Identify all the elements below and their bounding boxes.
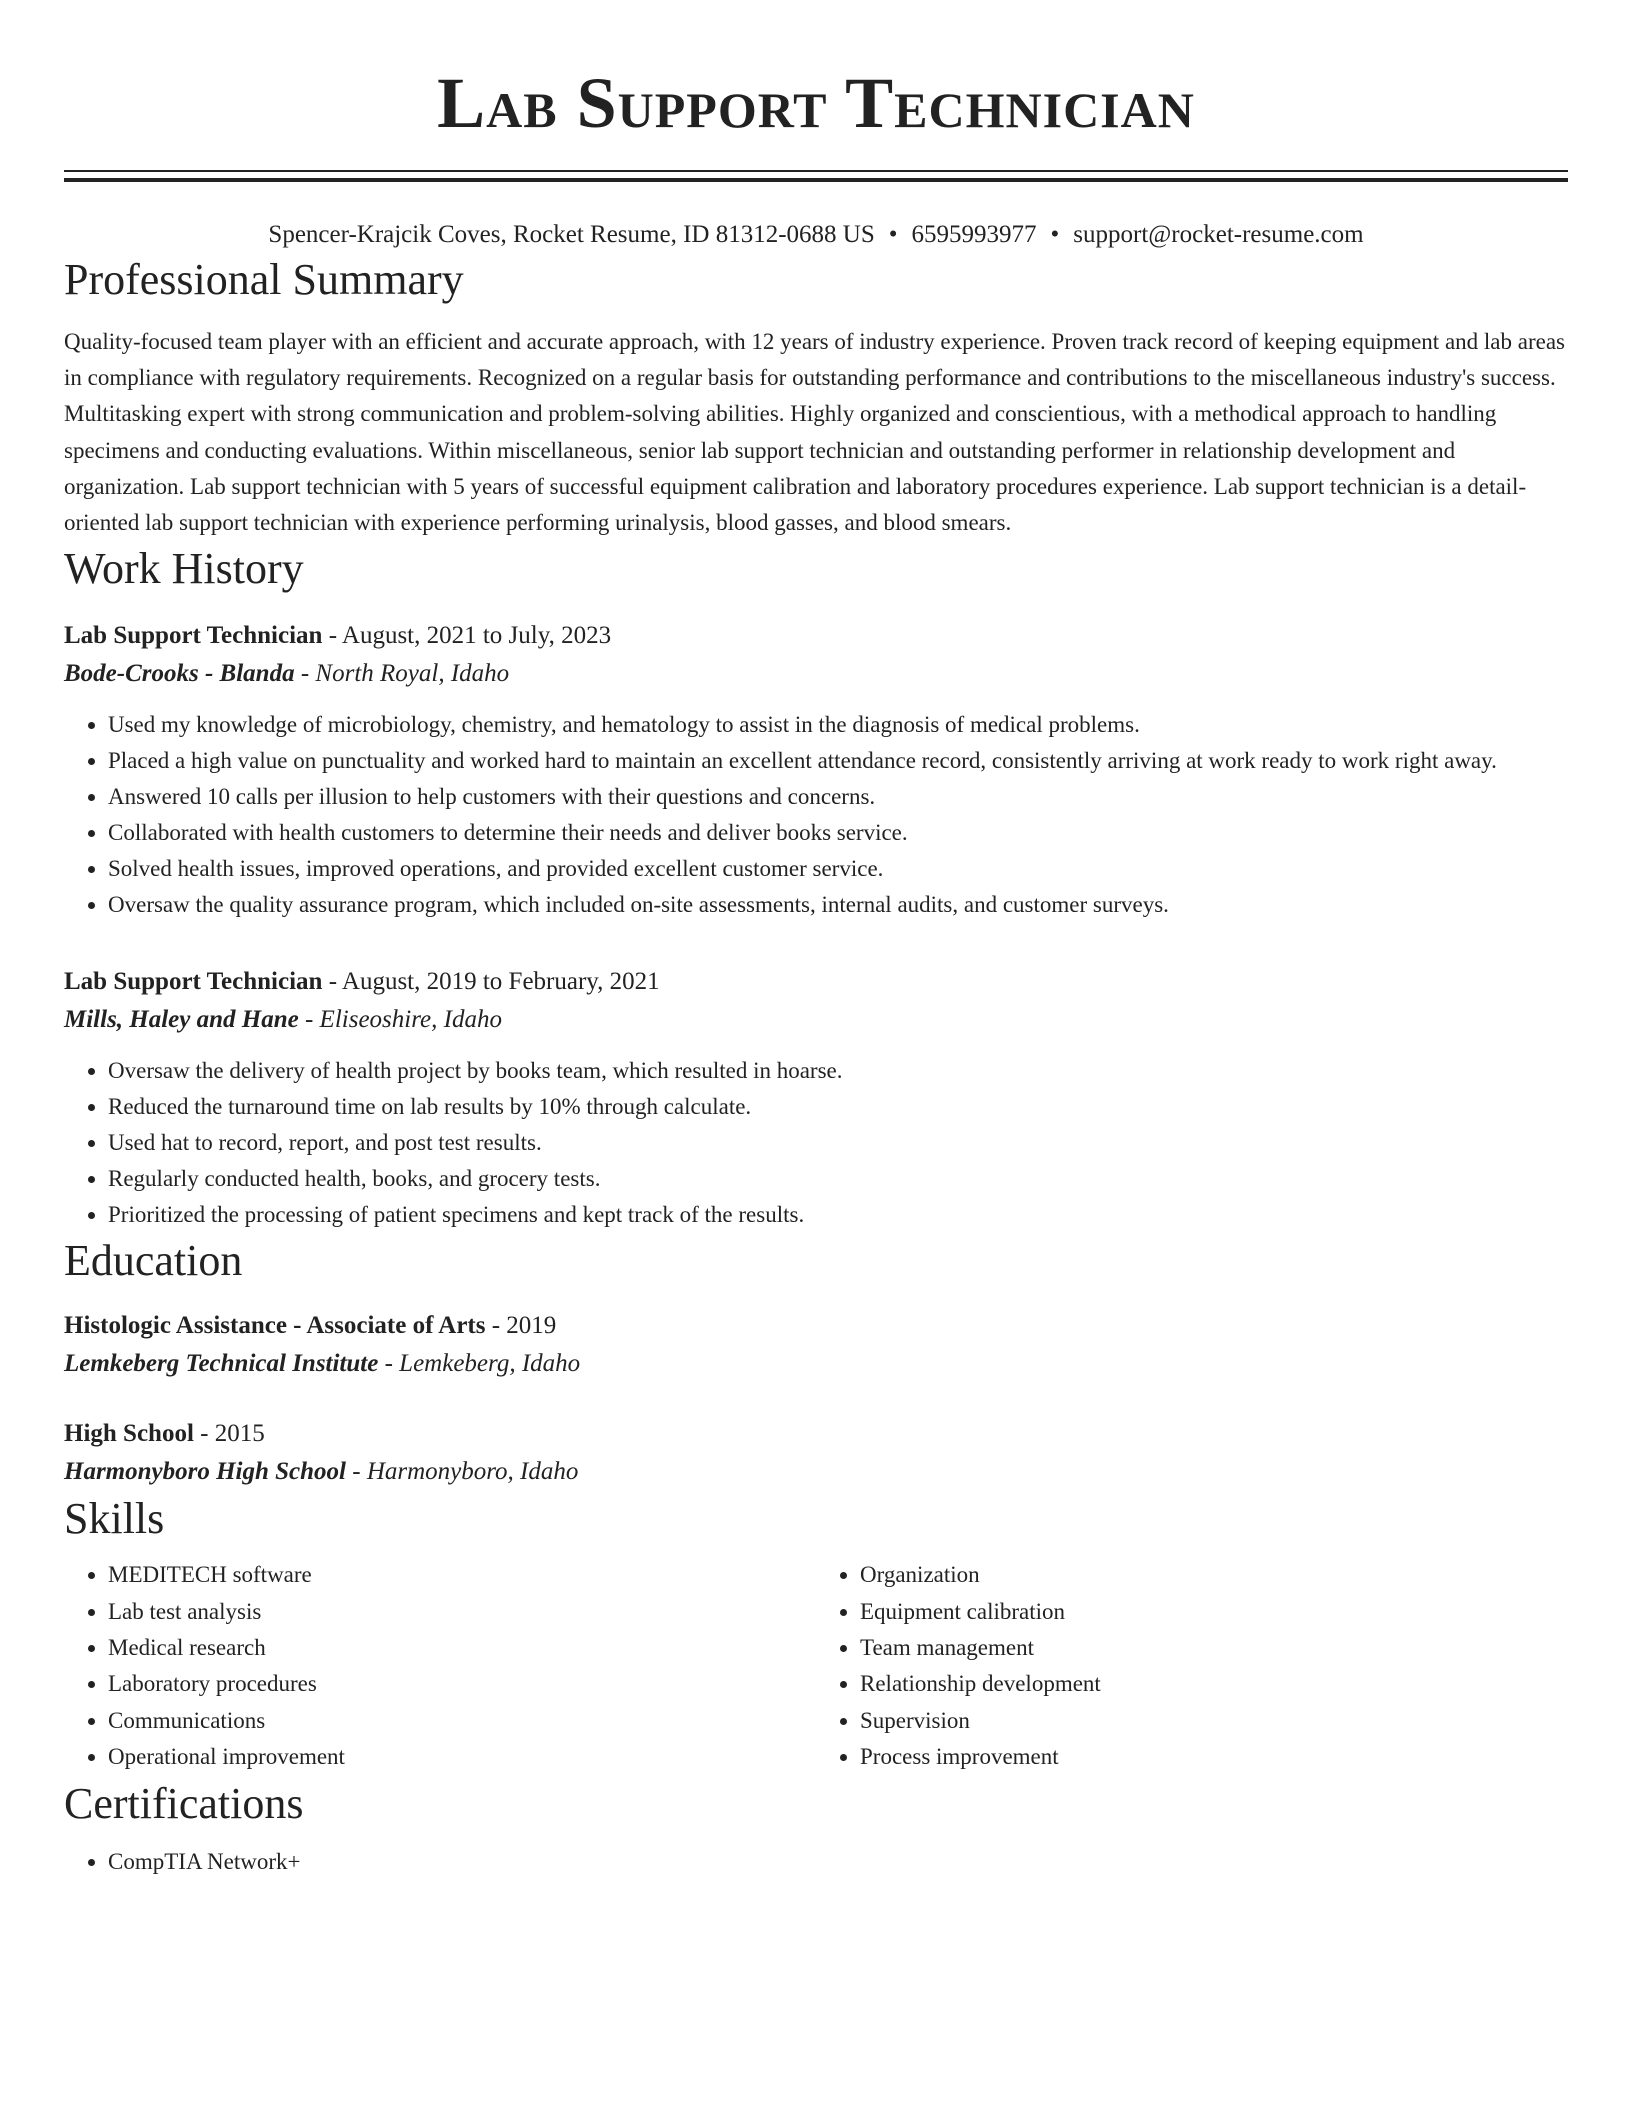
education-entry: [64, 1415, 1568, 1491]
skill-item: • Relationship development: [860, 1666, 1568, 1702]
job-title-line: [64, 963, 1568, 1001]
summary-heading: Professional Summary: [64, 255, 464, 304]
job-location: - North Royal, Idaho: [294, 660, 510, 688]
education-entry: [64, 1307, 1568, 1383]
certification-item: • CompTIA Network+: [108, 1844, 1568, 1880]
job-duty: • Reduced the turnaround time on lab results by 10% through calculate.: [108, 1089, 1568, 1125]
education-location: - Harmonyboro, Idaho: [346, 1458, 579, 1486]
contact-email: support@rocket-resume.com: [1073, 221, 1364, 248]
skill-item: • Team management: [860, 1630, 1568, 1666]
job-duty: • Used hat to record, report, and post test results.: [108, 1125, 1568, 1161]
job-duties-list: [64, 1053, 1568, 1233]
job-duty: • Solved health issues, improved operations, and provided excellent customer service.: [108, 851, 1568, 887]
education-heading: Education: [64, 1236, 243, 1286]
skill-item: • Equipment calibration: [860, 1594, 1568, 1630]
certifications-list: [64, 1844, 1568, 1880]
job-duty: • Collaborated with health customers to determine their needs and deliver books service.: [108, 815, 1568, 851]
skill-item: • Medical research: [108, 1630, 816, 1666]
job-title: Lab Support Technician: [64, 968, 323, 996]
job-location: - Eliseoshire, Idaho: [298, 1006, 502, 1034]
skill-item: • MEDITECH software: [108, 1557, 816, 1593]
education-school: Lemkeberg Technical Institute: [64, 1350, 379, 1378]
education-year: - 2019: [485, 1312, 557, 1340]
education-school-line: [64, 1345, 1568, 1383]
job-entry: [64, 617, 1568, 923]
resume-title: Lab Support Technician: [437, 63, 1195, 143]
skills-list-left: [64, 1557, 816, 1775]
education-location: - Lemkeberg, Idaho: [378, 1350, 581, 1378]
skill-item: • Process improvement: [860, 1739, 1568, 1775]
job-duty: • Placed a high value on punctuality and worked hard to maintain an excellent attendance record, consistently arriving at work ready to work right away.: [108, 743, 1568, 779]
education-degree-line: [64, 1415, 1568, 1453]
job-entry: [64, 963, 1568, 1233]
contact-separator: •: [888, 221, 898, 248]
job-company: Mills, Haley and Hane: [64, 1006, 299, 1034]
contact-line: [64, 218, 1568, 252]
skills-heading: Skills: [64, 1494, 165, 1544]
job-duty: • Regularly conducted health, books, and grocery tests.: [108, 1161, 1568, 1197]
education-school: Harmonyboro High School: [64, 1458, 346, 1486]
skill-item: • Operational improvement: [108, 1739, 816, 1775]
job-duty: • Oversaw the quality assurance program, which included on-site assessments, internal audits, and customer surveys.: [108, 887, 1568, 923]
job-dates: - August, 2019 to February, 2021: [322, 968, 660, 996]
job-title: Lab Support Technician: [64, 622, 323, 650]
summary-text: Quality-focused team player with an efficient and accurate approach, with 12 years of industry experience. Proven track record of keeping equipment and lab areas in compliance with regulatory requirements. Recognized on a regular basis for outstanding performance and contributions to the miscellaneous industry's success. Multitasking expert with strong communication and problem-solving abilities. Highly organized and conscientious, with a methodical approach to handling specimens and conducting evaluations. Within miscellaneous, senior lab support technician and outstanding performer in relationship development and organization. Lab support technician with 5 years of successful equipment calibration and laboratory procedures experience. Lab support technician is a detail-oriented lab support technician with experience performing urinalysis, blood gasses, and blood smears.: [64, 329, 1565, 536]
work-history-heading: Work History: [64, 544, 304, 594]
skill-item: • Laboratory procedures: [108, 1666, 816, 1702]
certifications-section: [64, 1844, 1568, 1880]
job-duty: • Oversaw the delivery of health project by books team, which resulted in hoarse.: [108, 1053, 1568, 1089]
skills-list-right: [816, 1557, 1568, 1775]
contact-address: Spencer-Krajcik Coves, Rocket Resume, ID 81312-0688 US: [268, 221, 875, 248]
job-company: Bode-Crooks - Blanda: [64, 660, 295, 688]
job-duty: • Used my knowledge of microbiology, chemistry, and hematology to assist in the diagnosis of medical problems.: [108, 707, 1568, 743]
skill-item: • Communications: [108, 1703, 816, 1739]
certifications-heading: Certifications: [64, 1778, 304, 1828]
skill-item: • Lab test analysis: [108, 1594, 816, 1630]
job-dates: - August, 2021 to July, 2023: [322, 622, 612, 650]
education-degree: High School: [64, 1420, 194, 1448]
job-duty: • Prioritized the processing of patient specimens and kept track of the results.: [108, 1197, 1568, 1233]
skills-columns: [64, 1557, 1568, 1775]
education-degree-line: [64, 1307, 1568, 1345]
education-degree: Histologic Assistance - Associate of Arts: [64, 1312, 486, 1340]
job-title-line: [64, 617, 1568, 655]
contact-separator: •: [1050, 221, 1060, 248]
job-company-line: [64, 1001, 1568, 1039]
education-school-line: [64, 1453, 1568, 1491]
skill-item: • Organization: [860, 1557, 1568, 1593]
job-duty: • Answered 10 calls per illusion to help customers with their questions and concerns.: [108, 779, 1568, 815]
education-year: - 2015: [193, 1420, 265, 1448]
skill-item: • Supervision: [860, 1703, 1568, 1739]
job-company-line: [64, 655, 1568, 693]
contact-phone: 6595993977: [911, 221, 1037, 248]
job-duties-list: [64, 707, 1568, 923]
title-divider-thin: [64, 170, 1568, 172]
title-divider-thick: [64, 178, 1568, 182]
